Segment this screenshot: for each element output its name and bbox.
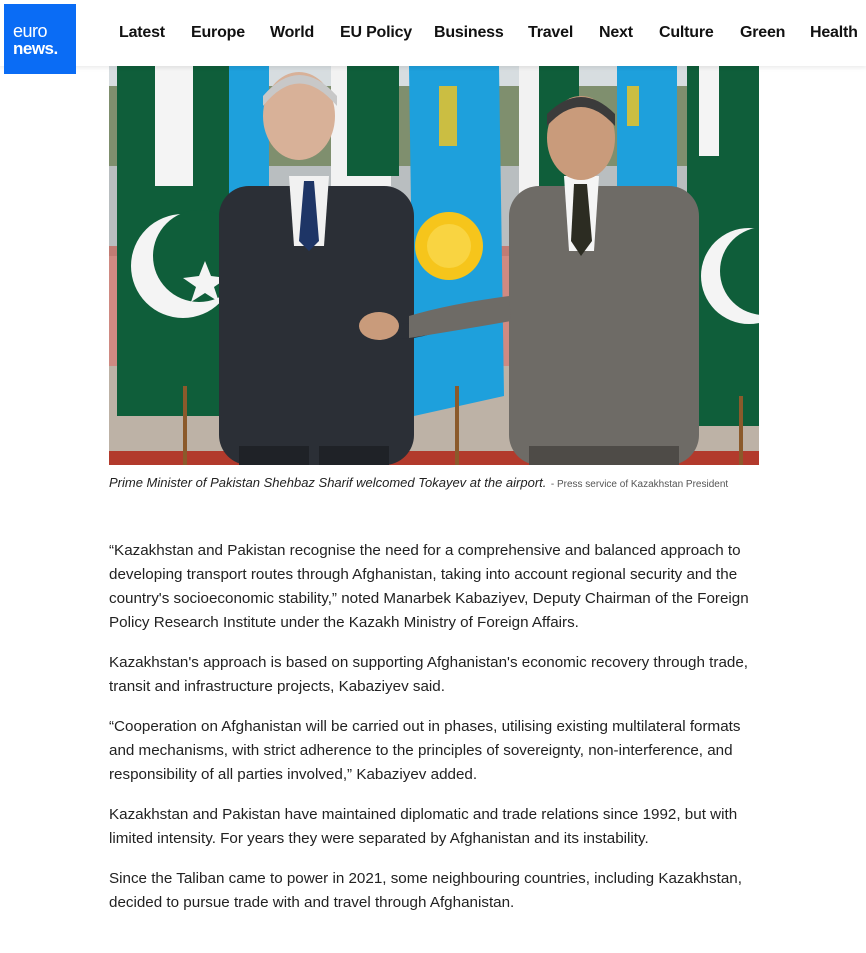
article-body <box>109 539 759 931</box>
nav-item-culture[interactable]: Culture <box>659 24 714 41</box>
caption-text: Prime Minister of Pakistan Shehbaz Sharif welcomed Tokayev at the airport. <box>109 475 547 490</box>
nav-item-next[interactable]: Next <box>599 24 633 41</box>
pakistan-flag-center <box>331 66 399 186</box>
nav-item-eu-policy[interactable]: EU Policy <box>340 24 413 41</box>
top-navigation-bar <box>0 0 866 66</box>
kazakhstan-flag-center <box>409 66 504 416</box>
nav-item-health[interactable]: Health <box>810 24 858 41</box>
nav-item-business[interactable]: Business <box>434 24 504 41</box>
photo-leaders-handshake-icon <box>109 66 759 465</box>
logo-text-euro: euro <box>13 21 48 41</box>
logo-text-news: news. <box>13 39 58 58</box>
article-paragraph: Kazakhstan and Pakistan have maintained diplomatic and trade relations since 1992, but with limited intensity. For years they were separated by Afghanistan and its instability. <box>109 806 738 847</box>
nav-item-travel[interactable]: Travel <box>528 24 574 41</box>
article-paragraph: “Kazakhstan and Pakistan recognise the need for a comprehensive and balanced approach to developing transport routes through Afghanistan, taking into account regional security and the country's socioeconomic stability,” noted Manarbek Kabaziyev, Deputy Chairman of the Foreign Policy Research Institute under the Kazakh Ministry of Foreign Affairs. <box>109 542 749 631</box>
caption-credit: - Press service of Kazakhstan President <box>550 479 729 490</box>
article-paragraph: Since the Taliban came to power in 2021, some neighbouring countries, including Kazakhstan, decided to pursue trade with and travel through Afghanistan. <box>109 870 742 911</box>
article-paragraph: Kazakhstan's approach is based on supporting Afghanistan's economic recovery through trade, transit and infrastructure projects, Kabaziyev said. <box>109 654 749 695</box>
article-paragraph: “Cooperation on Afghanistan will be carried out in phases, utilising existing multilateral formats and mechanisms, with strict adherence to the principles of sovereignty, non-interference, and responsibility of all parties involved,” Kabaziyev added. <box>109 718 741 783</box>
article-photo[interactable] <box>109 66 759 465</box>
nav-item-green[interactable]: Green <box>740 24 786 41</box>
nav-item-world[interactable]: World <box>270 24 315 41</box>
euronews-logo[interactable] <box>4 4 76 74</box>
nav-item-europe[interactable]: Europe <box>191 24 245 41</box>
photo-caption <box>109 475 759 493</box>
nav-item-latest[interactable]: Latest <box>119 24 165 41</box>
